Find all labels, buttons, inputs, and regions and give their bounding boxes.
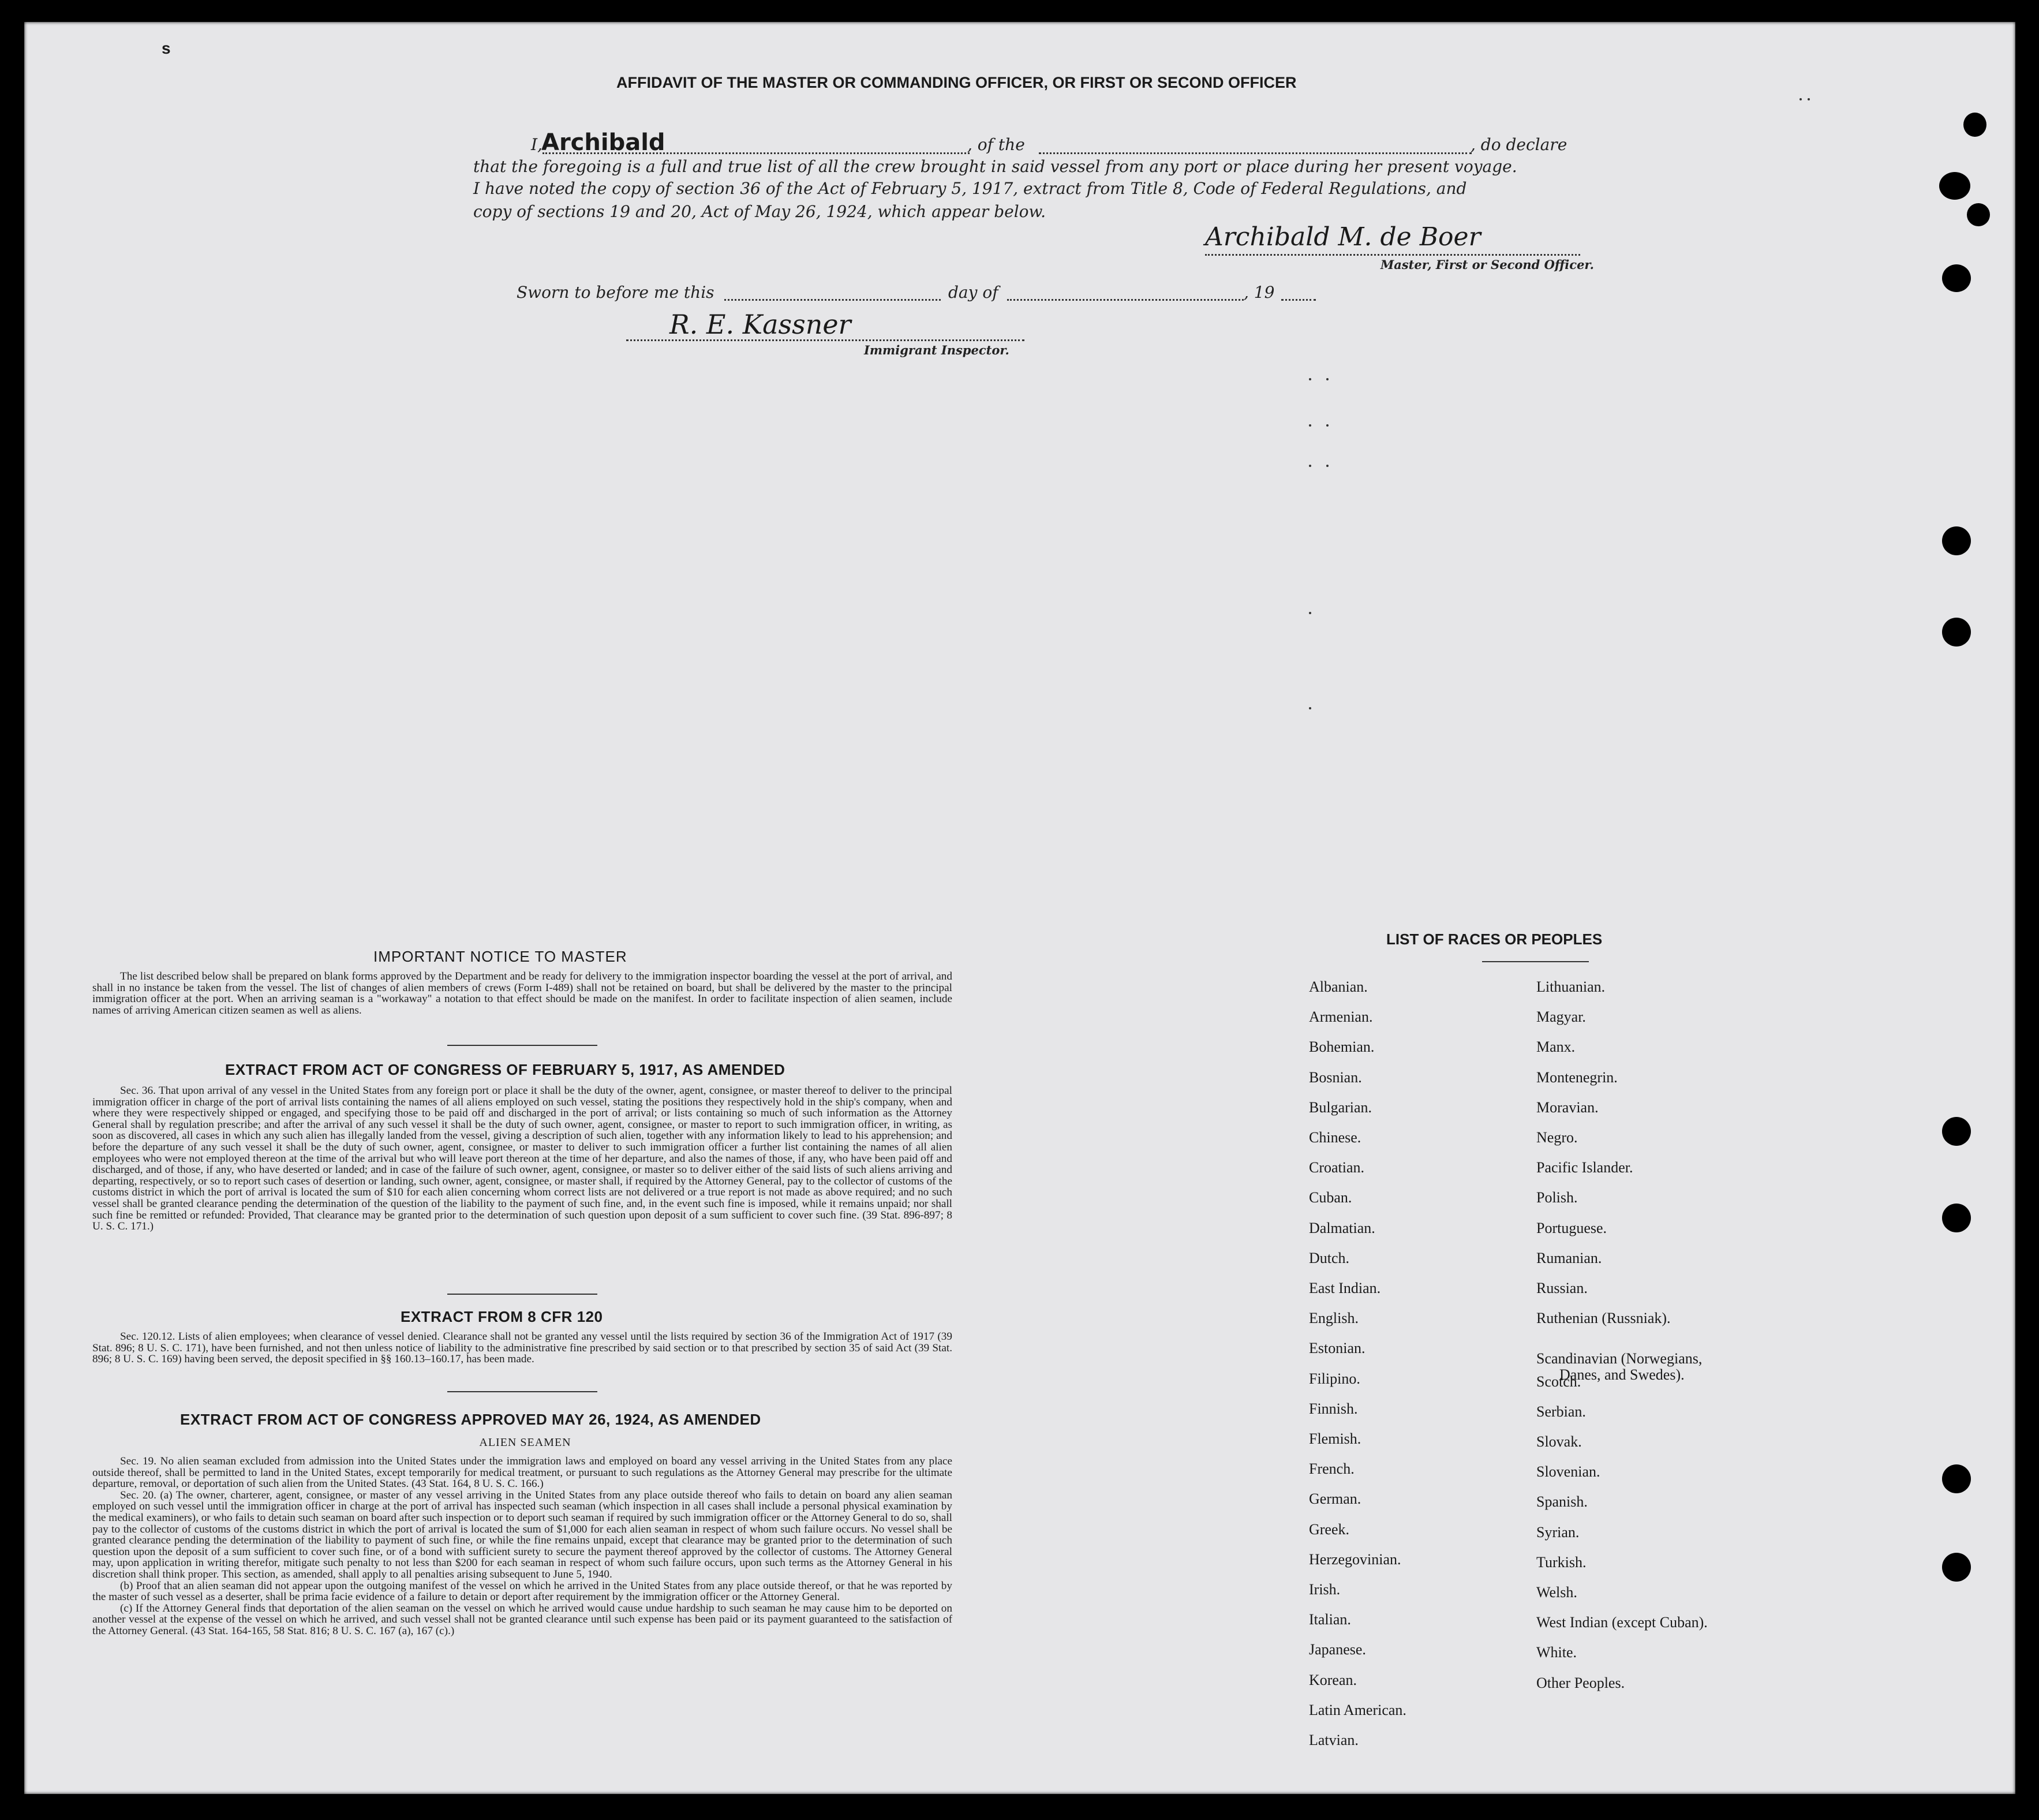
- race-item: Other Peoples.: [1536, 1674, 1625, 1691]
- punch-hole: [1942, 1117, 1971, 1146]
- extract-cfr-title: EXTRACT FROM 8 CFR 120: [401, 1308, 603, 1325]
- race-item: French.: [1309, 1460, 1355, 1478]
- notice-paragraph: The list described below shall be prepared on blank forms approved by the Department and be ready for delivery to the immigration inspector boarding the vessel at the port of arrival, and shall in no instance be taken from the vessel. The list of changes of alien members of crews (Form I-489) shall not be retained on board, but shall be delivered by the master to the principal immigration officer at the port. When an arriving seaman is a "workaway" a notation to that effect should be made on the manifest. In order to facilitate inspection of alien seamen, include names of arriving American citizen seamen as well as aliens.: [92, 970, 952, 1016]
- sworn-label: Sworn to before me this: [517, 283, 714, 302]
- race-item: Albanian.: [1309, 978, 1368, 995]
- notice-text: [92, 971, 952, 1016]
- extract-1924-subtitle: ALIEN SEAMEN: [479, 1436, 571, 1449]
- race-item: Latvian.: [1309, 1732, 1359, 1748]
- punch-hole: [1963, 113, 1986, 137]
- extract-1917-title: EXTRACT FROM ACT OF CONGRESS OF FEBRUARY 5, 1917, AS AMENDED: [225, 1061, 785, 1078]
- race-item: Pacific Islander.: [1536, 1159, 1633, 1176]
- races-title-underline: [1482, 961, 1589, 962]
- race-item: West Indian (except Cuban).: [1536, 1614, 1708, 1631]
- officer-signature-line: [1205, 254, 1580, 256]
- race-item: Irish.: [1309, 1581, 1341, 1598]
- race-item: Rumanian.: [1536, 1249, 1602, 1266]
- corner-mark: s: [162, 39, 171, 57]
- race-item: Armenian.: [1309, 1008, 1373, 1026]
- extract-1924-sec19: Sec. 19. No alien seaman excluded from admission into the United States under the immigration laws and employed on board any vessel arriving in the United States from any place outside thereof, shall be permitted to land in the United States, except temporarily for medical treatment, or pursuant to such regulations as the Attorney General may prescribe for the ultimate departure, removal, or deportation of such alien from the United States. (43 Stat. 164, 8 U. S. C. 166.): [92, 1455, 952, 1490]
- race-item: Lithuanian.: [1536, 978, 1606, 995]
- punch-hole: [1967, 203, 1990, 226]
- race-item: Estonian.: [1309, 1340, 1365, 1357]
- affidavit-title: AFFIDAVIT OF THE MASTER OR COMMANDING OFFICER, OR FIRST OR SECOND OFFICER: [616, 74, 1297, 91]
- punch-hole: [1942, 1464, 1971, 1493]
- race-item: Japanese.: [1309, 1641, 1366, 1658]
- divider: [447, 1294, 597, 1295]
- races-title: LIST OF RACES OR PEOPLES: [1386, 930, 1603, 948]
- of-the-label: , of the: [967, 135, 1025, 154]
- divider: [447, 1391, 597, 1392]
- race-item: Herzegovinian.: [1309, 1550, 1401, 1568]
- race-item: Turkish.: [1536, 1553, 1587, 1571]
- notice-title: IMPORTANT NOTICE TO MASTER: [373, 948, 627, 965]
- sworn-day-line: [724, 299, 941, 301]
- race-item: English.: [1309, 1310, 1359, 1327]
- race-item: Filipino.: [1309, 1370, 1360, 1387]
- race-item: White.: [1536, 1644, 1577, 1661]
- race-item: Croatian.: [1309, 1159, 1365, 1176]
- race-item: Dalmatian.: [1309, 1219, 1375, 1236]
- race-item: Italian.: [1309, 1611, 1351, 1628]
- officer-signature: Archibald M. de Boer: [1205, 222, 1481, 252]
- extract-1924-sec20b: (b) Proof that an alien seaman did not appear upon the outgoing manifest of the vessel on which he arrived in the United States from any place outside thereof, or that he was reported by the master of such vessel as a deserter, shall be prima facie evidence of a failure to detain or deport after requirement by the immigration officer or the Attorney General.: [92, 1579, 952, 1604]
- race-item: Bulgarian.: [1309, 1098, 1372, 1116]
- race-item: Scotch.: [1536, 1373, 1581, 1390]
- race-item: Greek.: [1309, 1520, 1350, 1538]
- speck: [1799, 98, 1802, 100]
- speck: [1326, 424, 1329, 427]
- extract-1924-sec20a: Sec. 20. (a) The owner, charterer, agent, consignee, or master of any vessel arriving in the United States from any place outside thereof who fails to detain on board any alien seaman employed on such vessel until the immigration officer in charge at the port of arrival has inspected such seaman (which inspection in all cases shall include a personal physical examination by the medical examiners), or who fails to detain such seaman on board after such inspection or to deport such seaman if required by such immigration officer or the Attorney General to do so, shall pay to the collector of customs of the customs district in which the port of arrival is located the sum of $1,000 for each alien seaman in respect of whom such failure occurs. No vessel shall be granted clearance pending the determination of the liability to payment of such fine, or while the fine remains unpaid, except that clearance may be granted prior to the determination of such question upon the deposit of a sum sufficient to cover such fine, or of a bond with sufficient surety to secure the payment thereof approved by the collector of customs. The Attorney General may, upon application in writing therefor, mitigate such penalty to not less than $200 for each seaman in respect of whom such failure occurs, upon such terms as the Attorney General in his discretion shall think proper. This section, as amended, shall apply to all penalties arising subsequent to June 5, 1940.: [92, 1489, 952, 1580]
- race-item: East Indian.: [1309, 1280, 1381, 1296]
- speck: [1326, 378, 1329, 380]
- speck: [1309, 424, 1311, 427]
- race-item: Slovenian.: [1536, 1463, 1600, 1481]
- year-label: , 19: [1244, 283, 1275, 302]
- punch-hole: [1942, 618, 1971, 646]
- do-declare-label: , do declare: [1471, 135, 1567, 154]
- day-of-label: day of: [948, 283, 998, 302]
- extract-cfr-paragraph: Sec. 120.12. Lists of alien employees; when clearance of vessel denied. Clearance shall not be granted any vessel until the lists required by section 36 of the Immigration Act of 1917 (39 Stat. 896; 8 U. S. C. 171), have been furnished, and not then unless notice of liability to the administrative fine prescribed by said section or to that prescribed by section 35 of said Act (39 Stat. 896; 8 U. S. C. 169) having been served, the deposit specified in §§ 160.13–160.17, has been made.: [92, 1331, 952, 1366]
- divider: [447, 1045, 597, 1046]
- affidavit-line-3: copy of sections 19 and 20, Act of May 26, 1924, which appear below.: [473, 202, 1046, 221]
- speck: [1808, 98, 1810, 100]
- speck: [1309, 465, 1311, 467]
- race-item: Montenegrin.: [1536, 1068, 1618, 1086]
- inspector-caption: Immigrant Inspector.: [864, 343, 1009, 357]
- inspector-signature: R. E. Kassner: [669, 309, 851, 340]
- inspector-signature-line: [626, 339, 1024, 341]
- extract-cfr-text: [92, 1331, 952, 1365]
- sworn-month-line: [1007, 299, 1244, 301]
- race-item: Scandinavian (Norwegians,: [1536, 1350, 1703, 1367]
- sworn-year-line: [1281, 299, 1316, 301]
- punch-hole: [1942, 526, 1971, 555]
- race-item: Serbian.: [1536, 1403, 1586, 1420]
- punch-hole: [1942, 1204, 1971, 1232]
- race-item: Slovak.: [1536, 1433, 1582, 1450]
- race-item: Dutch.: [1309, 1249, 1350, 1266]
- affidavit-line-1: that the foregoing is a full and true list of all the crew brought in said vessel from any port or place during her present voyage.: [473, 157, 1517, 176]
- speck: [1309, 707, 1311, 709]
- extract-1924-sec20c: (c) If the Attorney General finds that deportation of the alien seaman on the vessel on which he arrived would cause undue hardship to such seaman he may cause him to be deported on another vessel at the expense of the vessel on which he arrived, and such vessel shall not be granted clearance until such expense has been paid or its payment guaranteed to the satisfaction of the Attorney General. (43 Stat. 164-165, 58 Stat. 816; 8 U. S. C. 167 (a), 167 (c).): [92, 1602, 952, 1637]
- speck: [1326, 465, 1329, 467]
- punch-hole: [1939, 172, 1970, 200]
- race-item: German.: [1309, 1490, 1361, 1508]
- race-item: Portuguese.: [1536, 1219, 1607, 1236]
- race-item: Bohemian.: [1309, 1038, 1375, 1056]
- race-item: Moravian.: [1536, 1098, 1599, 1116]
- race-item: Bosnian.: [1309, 1068, 1362, 1086]
- race-item: Russian.: [1536, 1280, 1588, 1296]
- officer-caption: Master, First or Second Officer.: [1380, 257, 1594, 272]
- race-item: Finnish.: [1309, 1400, 1358, 1417]
- extract-1917-paragraph: Sec. 36. That upon arrival of any vessel in the United States from any foreign port or place it shall be the duty of the owner, agent, consignee, or master thereof to deliver to the principal immigration officer in charge of the port of arrival lists containing the names of all aliens employed on such vessel, stating the positions they respectively hold in the ship's company, when and where they were respectively shipped or engaged, and specifying those to be paid off and discharged in the port of arrival; or lists containing so much of such information as the Attorney General shall by regulation prescribe; and after the arrival of any such vessel it shall be the duty of such owner, agent, consignee, or master to report to such immigration officer, in writing, as soon as discovered, all cases in which any such alien has illegally landed from the vessel, giving a description of such alien, together with any information likely to lead to his apprehension; and before the departure of any such vessel it shall be the duty of such owner, agent, consignee, or master to deliver to such immigration officer a further list containing the names of all alien employees who were not employed thereon at the time of the arrival but who will leave port thereon at the time of her departure, and also the names of those, if any, who have been paid off and discharged, and of those, if any, who have deserted or landed; and in case of the failure of such owner, agent, consignee, or master so to deliver either of the said lists of such aliens arriving and departing, respectively, or so to report such cases of desertion or landing, such owner, agent, consignee, or master shall, if required by the Attorney General, pay to the collector of customs of the customs district in which the port of arrival is located the sum of $10 for each alien concerning whom correct lists are not delivered or a true report is not made as above required; and no such vessel shall be granted clearance pending the determination of the question of the liability to the payment of such fine, and, in the event such fine is imposed, while it remains unpaid; nor shall such fine be remitted or refunded: Provided, That clearance may be granted prior to the determination of such question upon deposit of a sum sufficient to cover such fine. (39 Stat. 896-897; 8 U. S. C. 171.): [92, 1085, 952, 1233]
- vessel-line: [1039, 152, 1472, 154]
- race-item: Chinese.: [1309, 1129, 1361, 1146]
- race-item: Korean.: [1309, 1671, 1357, 1688]
- speck: [1309, 378, 1311, 380]
- affidavit-line-2: I have noted the copy of section 36 of the Act of February 5, 1917, extract from Title 8, Code of Federal Regulations, and: [473, 179, 1467, 198]
- race-item: Flemish.: [1309, 1430, 1361, 1447]
- affidavit-prefix: I,: [531, 135, 543, 154]
- punch-hole: [1942, 264, 1971, 292]
- race-item: Polish.: [1536, 1189, 1578, 1206]
- race-item: Welsh.: [1536, 1584, 1577, 1601]
- name-written: Archibald: [541, 129, 665, 156]
- extract-1924-text: [92, 1456, 952, 1637]
- race-item: Spanish.: [1536, 1493, 1588, 1511]
- race-item: Ruthenian (Russniak).: [1536, 1310, 1671, 1327]
- speck: [1309, 612, 1311, 614]
- extract-1924-title: EXTRACT FROM ACT OF CONGRESS APPROVED MAY 26, 1924, AS AMENDED: [180, 1411, 761, 1428]
- punch-hole: [1942, 1553, 1971, 1582]
- race-item: Negro.: [1536, 1129, 1578, 1146]
- race-item: Danes, and Swedes).: [1559, 1366, 1685, 1384]
- race-item: Magyar.: [1536, 1008, 1586, 1026]
- race-item: Latin American.: [1309, 1701, 1406, 1718]
- race-item: Manx.: [1536, 1038, 1576, 1056]
- extract-1917-text: [92, 1085, 952, 1232]
- race-item: Syrian.: [1536, 1523, 1580, 1541]
- race-item: Cuban.: [1309, 1189, 1352, 1206]
